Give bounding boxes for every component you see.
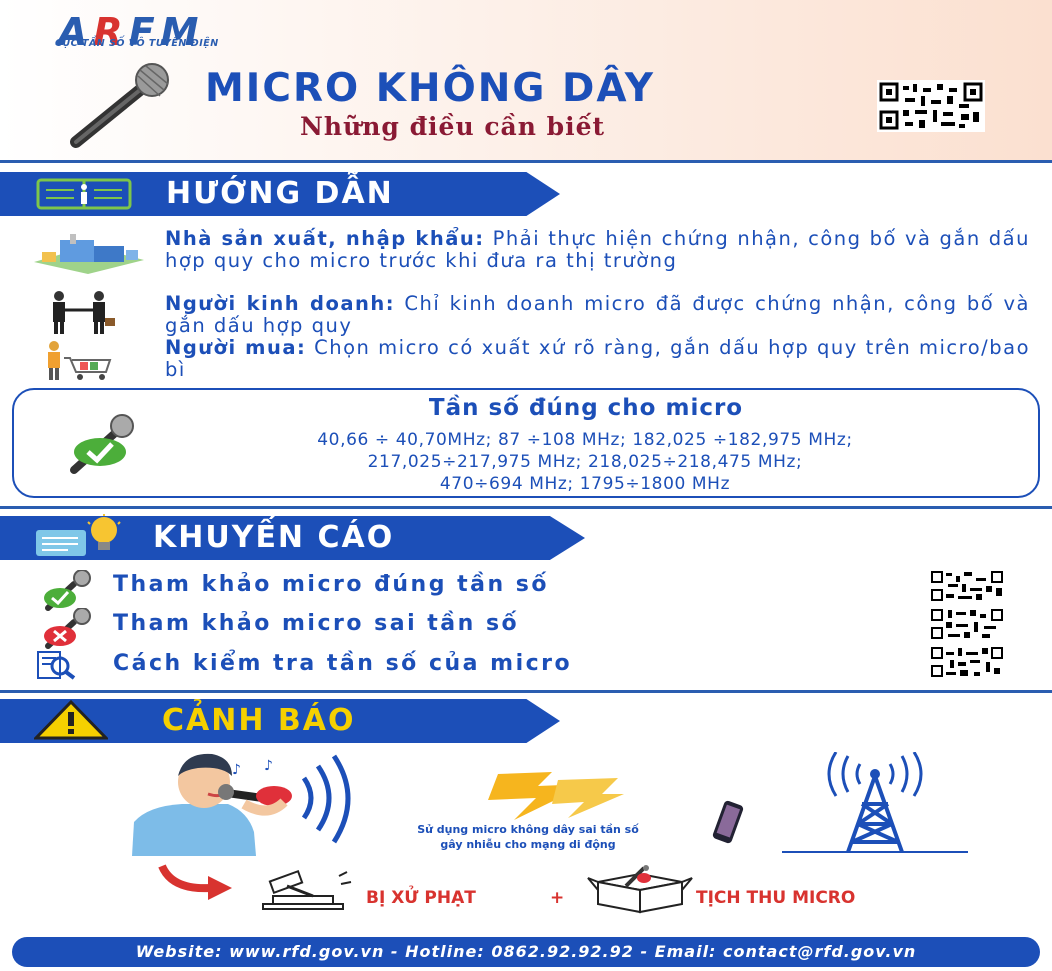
frequency-line: 217,025÷217,975 MHz; 218,025÷218,475 MHz;: [367, 452, 803, 472]
book-info-icon: [36, 178, 132, 210]
gavel-icon: [243, 868, 355, 910]
qr-code-icon[interactable]: [930, 646, 1004, 678]
guide-item-label: Người mua:: [165, 336, 307, 359]
svg-text:♪: ♪: [264, 758, 273, 774]
guide-heading: HƯỚNG DẪN: [166, 176, 394, 211]
factory-icon: [30, 232, 148, 274]
guide-item-label: Người kinh doanh:: [165, 292, 396, 315]
plus-sign: +: [550, 888, 565, 908]
microphone-icon: [62, 62, 182, 152]
arrow-icon: [158, 862, 234, 902]
recommend-item-check[interactable]: Cách kiểm tra tần số của micro: [113, 651, 573, 676]
frequency-line: 470÷694 MHz; 1795÷1800 MHz: [439, 474, 731, 494]
guide-item-seller: [165, 293, 1030, 337]
page-title: MICRO KHÔNG DÂY: [205, 66, 656, 111]
page-subtitle: Những điều cần biết: [300, 112, 606, 141]
magnifier-doc-icon: [36, 650, 96, 680]
warning-caption: [383, 822, 673, 852]
penalty-confiscate: TỊCH THU MICRO: [696, 888, 856, 908]
shopper-icon: [40, 340, 116, 380]
arfm-logo: ARFM: [58, 10, 205, 54]
warning-heading: CẢNH BÁO: [162, 703, 356, 738]
lightning-icon: [478, 770, 628, 822]
qr-code-icon[interactable]: [930, 570, 1004, 602]
guide-item-text: Phải thực hiện chứng nhận, công bố và gắn dấu hợp quy cho micro trước khi đưa ra thị trường: [165, 227, 1030, 272]
svg-text:♪: ♪: [232, 762, 241, 778]
guide-item-manufacturer: [165, 228, 1030, 272]
qr-code-icon[interactable]: [877, 80, 985, 132]
guide-item-buyer: [165, 337, 1030, 381]
divider-line: [0, 160, 1052, 163]
recommend-item-correct[interactable]: Tham khảo micro đúng tần số: [113, 572, 550, 597]
guide-item-text: Chọn micro có xuất xứ rõ ràng, gắn dấu hợp quy trên micro/bao bì: [165, 336, 1030, 381]
warning-caption-line: Sử dụng micro không dây sai tần số: [417, 823, 639, 836]
handshake-icon: [45, 290, 115, 334]
lightbulb-chat-icon: [34, 514, 126, 558]
qr-code-icon[interactable]: [930, 608, 1004, 640]
check-mic-icon: [38, 570, 98, 612]
cross-mic-icon: [38, 608, 98, 650]
penalty-fine: BỊ XỬ PHẠT: [366, 888, 476, 908]
recommend-heading: KHUYẾN CÁO: [153, 520, 395, 555]
phone-icon: [704, 800, 756, 844]
frequency-title: Tần số đúng cho micro: [428, 395, 744, 421]
singer-illustration: [128, 752, 378, 856]
confiscated-box-icon: [586, 864, 694, 914]
warning-caption-line: gây nhiễu cho mạng di động: [440, 838, 616, 851]
footer-contact[interactable]: Website: www.rfd.gov.vn - Hotline: 0862.92.92.92 - Email: contact@rfd.gov.vn: [12, 937, 1040, 967]
recommend-item-wrong[interactable]: Tham khảo micro sai tần số: [113, 611, 520, 636]
warning-triangle-icon: [34, 700, 108, 740]
guide-item-label: Nhà sản xuất, nhập khẩu:: [165, 227, 485, 250]
brand-tagline: CỤC TẦN SỐ VÔ TUYẾN ĐIỆN: [55, 38, 219, 49]
guide-item-text: Chỉ kinh doanh micro đã được chứng nhận, công bố và gắn dấu hợp quy: [165, 292, 1030, 337]
divider-line: [0, 690, 1052, 693]
cell-tower-icon: [782, 752, 968, 856]
divider-line: [0, 506, 1052, 509]
frequency-line: 40,66 ÷ 40,70MHz; 87 ÷108 MHz; 182,025 ÷182,975 MHz;: [317, 430, 853, 450]
